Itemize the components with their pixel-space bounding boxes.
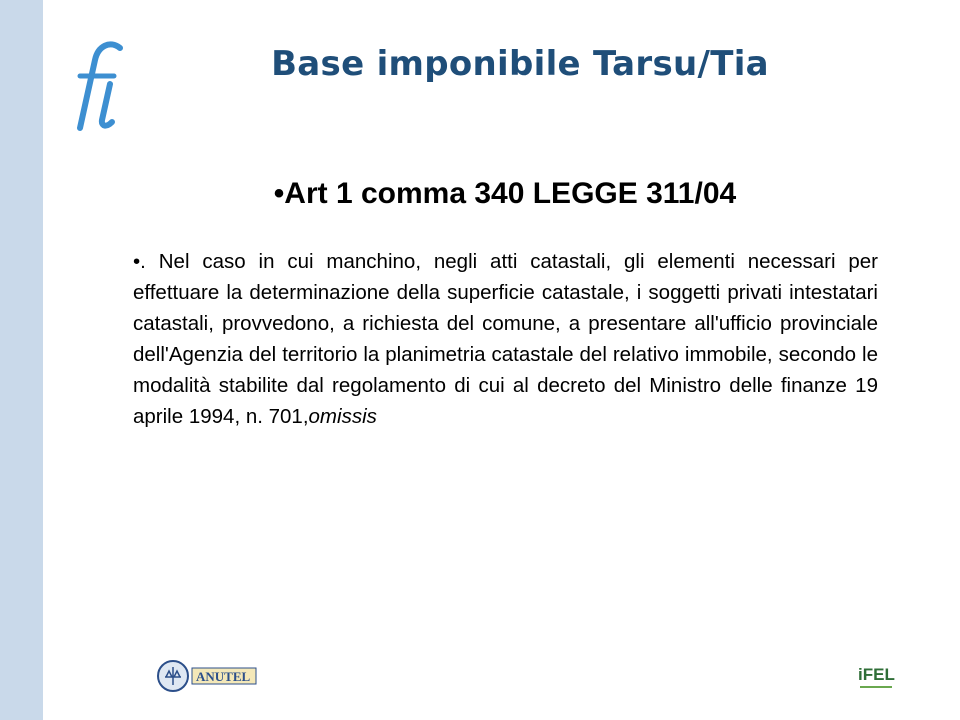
svg-text:iFEL: iFEL <box>858 665 895 684</box>
body-emphasis: omissis <box>308 405 377 428</box>
anutel-logo <box>156 656 258 696</box>
fi-logo <box>58 36 138 136</box>
slide-subtitle: •Art 1 comma 340 LEGGE 311/04 <box>273 177 737 210</box>
ifel-logo <box>856 656 896 696</box>
slide-title: Base imponibile Tarsu/Tia <box>271 44 769 84</box>
body-paragraph <box>133 246 878 432</box>
body-text: •. Nel caso in cui manchino, negli atti catastali, gli elementi necessari per effettuare la determinazione della superficie catastale, i soggetti privati intestatari catastali, provvedono, a richiesta del comune, a presentare all'ufficio provinciale dell'Agenzia del territorio la planimetria catastale del relativo immobile, secondo le modalità stabilite dal regolamento di cui al decreto del Ministro delle finanze 19 aprile 1994, n. 701, <box>133 250 878 428</box>
side-strip <box>0 0 43 720</box>
svg-text:ANUTEL: ANUTEL <box>196 669 251 684</box>
